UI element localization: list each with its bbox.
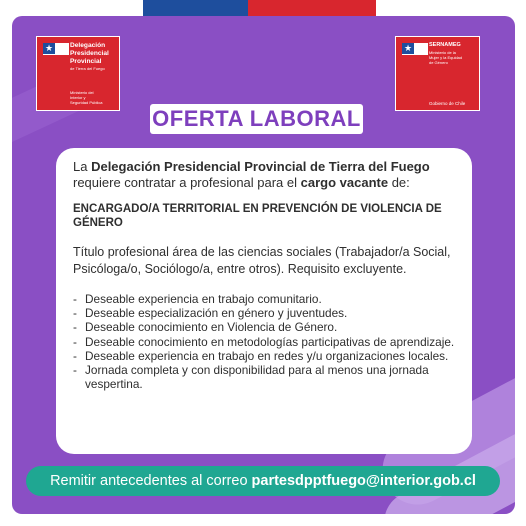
vacancy-label: cargo vacante xyxy=(300,174,389,190)
logo-ministry: Ministerio de la Mujer y la Equidad de Género xyxy=(429,50,463,65)
page-title: OFERTA LABORAL xyxy=(150,104,363,134)
contact-banner xyxy=(26,466,500,496)
email-link[interactable]: partesdpptfuego@interior.gob.cl xyxy=(251,473,476,489)
contact-text: Remitir antecedentes al correo xyxy=(50,473,248,489)
list-item: - Jornada completa y con disponibilidad para al menos una jornada vespertina. xyxy=(73,363,429,392)
list-item: - Deseable especialización en género y juventudes. xyxy=(73,306,348,321)
job-offer-card xyxy=(56,148,472,454)
list-item: - Deseable experiencia en trabajo en redes y/u organizaciones locales. xyxy=(73,348,449,363)
logo-ministry: Ministerio del Interior y Seguridad Pública xyxy=(70,90,103,105)
chile-flag-icon: ★ xyxy=(402,43,428,65)
logo-title: Delegación Presidencial Provincial xyxy=(70,42,109,65)
chile-flag-icon: ★ xyxy=(43,43,69,65)
list-item: - Deseable experiencia en trabajo comunitario. xyxy=(73,292,322,306)
sernameg-logo xyxy=(395,36,480,111)
list-item: - Deseable conocimiento en metodologías participativas de aprendizaje. xyxy=(73,334,455,349)
requirement-text: Título profesional área de las ciencias sociales (Trabajador/a Social, Psicóloga/o, Sociólogo/a, entre otros). Requisito excluyente. xyxy=(73,245,451,276)
list-item: - Deseable conocimiento en Violencia de Género. xyxy=(73,320,338,335)
top-stripe-blue xyxy=(143,0,248,16)
organization-name: Delegación Presidencial Provincial de Tierra del Fuego xyxy=(91,159,430,174)
position-title: ENCARGADO/A TERRITORIAL EN PREVENCIÓN DE VIOLENCIA DE GÉNERO xyxy=(73,203,442,229)
requirements-list xyxy=(73,292,456,391)
top-stripe-red xyxy=(248,0,376,16)
logo-title: SERNAMEG xyxy=(429,42,461,48)
delegacion-logo xyxy=(36,36,120,111)
logo-government: Gobierno de Chile xyxy=(429,101,466,106)
intro-text: La Delegación Presidencial Provincial de Tierra del Fuego requiere contratar a profesional para el cargo vacante de: xyxy=(73,159,430,190)
logo-subtitle: de Tierra del Fuego xyxy=(70,66,105,71)
